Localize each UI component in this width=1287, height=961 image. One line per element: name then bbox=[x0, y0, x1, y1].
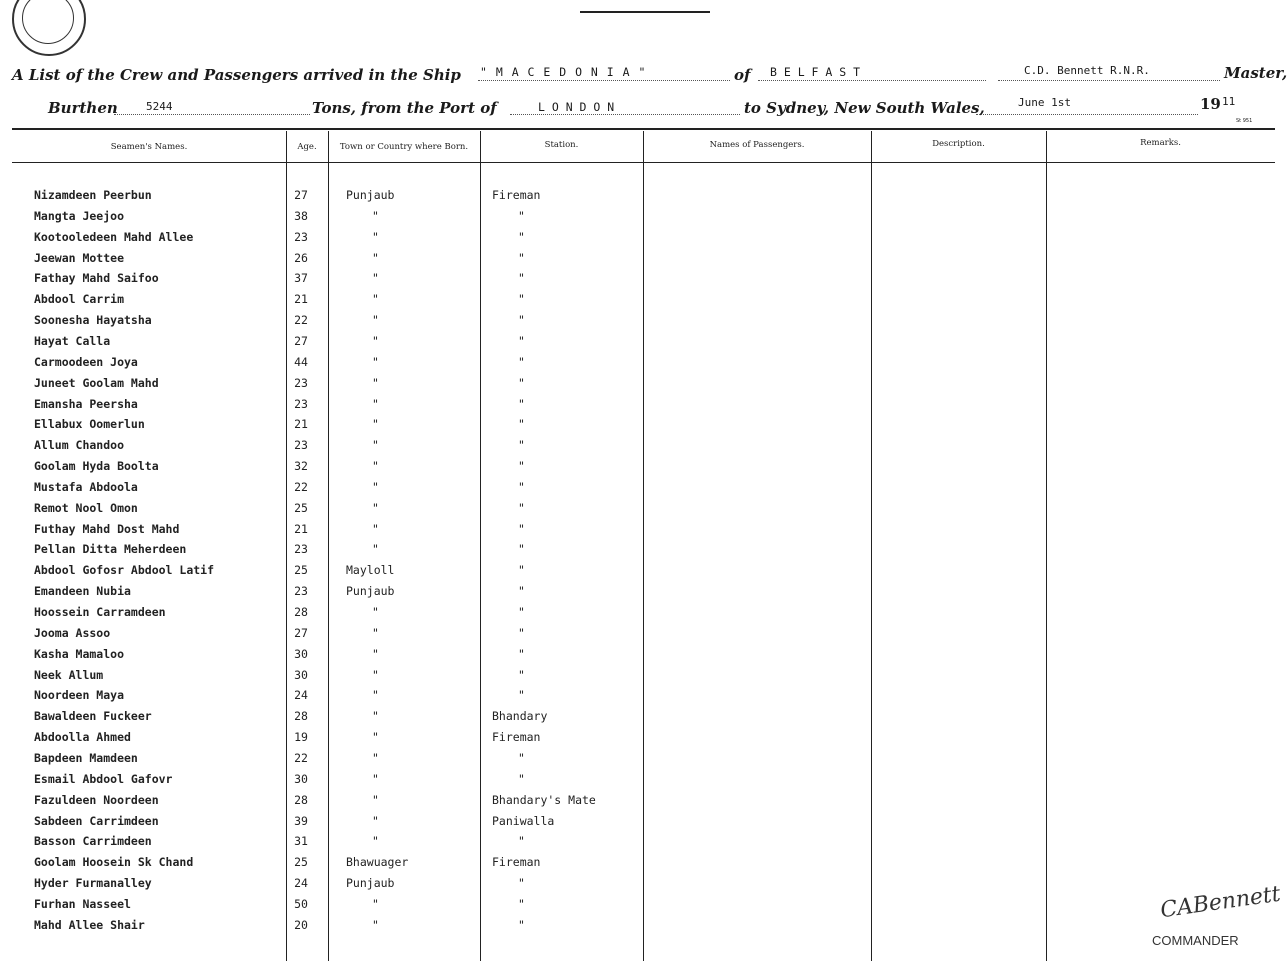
seaman-birthplace: Punjaub bbox=[346, 188, 395, 202]
official-seal bbox=[12, 0, 86, 56]
table-row bbox=[0, 832, 1287, 850]
seaman-birthplace: " bbox=[372, 521, 379, 536]
seaman-station: " bbox=[518, 250, 525, 265]
seaman-birthplace: " bbox=[372, 542, 379, 557]
burthen-label: Burthen bbox=[48, 99, 118, 117]
seaman-age: 32 bbox=[294, 459, 308, 474]
seaman-station: " bbox=[518, 876, 525, 891]
seaman-age: 20 bbox=[294, 917, 308, 932]
seaman-name: Esmail Abdool Gafovr bbox=[34, 771, 173, 786]
seaman-station: Bhandary's Mate bbox=[492, 792, 596, 807]
seaman-name: Furhan Nasseel bbox=[34, 896, 131, 911]
seaman-station: " bbox=[518, 438, 525, 453]
seaman-name: Emandeen Nubia bbox=[34, 584, 131, 599]
seaman-age: 28 bbox=[294, 605, 308, 619]
seaman-station: " bbox=[518, 292, 525, 307]
seaman-station: " bbox=[518, 625, 525, 640]
seaman-name: Pellan Ditta Meherdeen bbox=[34, 542, 187, 557]
seaman-age: 23 bbox=[294, 229, 308, 244]
seaman-birthplace: " bbox=[372, 750, 379, 765]
tons-label: Tons, from the Port of bbox=[312, 99, 497, 117]
table-row bbox=[0, 311, 1287, 329]
seaman-name: Kootooledeen Mahd Allee bbox=[34, 229, 194, 244]
seaman-station: Fireman bbox=[492, 855, 541, 870]
seaman-station: " bbox=[518, 479, 525, 494]
seaman-age: 27 bbox=[294, 333, 308, 348]
from-port: L O N D O N bbox=[538, 100, 615, 114]
table-row bbox=[0, 791, 1287, 809]
seaman-name: Juneet Goolam Mahd bbox=[34, 375, 159, 390]
seaman-birthplace: " bbox=[372, 730, 379, 745]
table-row bbox=[0, 228, 1287, 246]
table-row bbox=[0, 895, 1287, 913]
master-name: C.D. Bennett R.N.R. bbox=[1024, 64, 1150, 77]
seaman-age: 31 bbox=[294, 834, 308, 849]
seaman-station: " bbox=[518, 521, 525, 536]
table-row bbox=[0, 457, 1287, 475]
seaman-birthplace: " bbox=[372, 250, 379, 265]
seaman-name: Mahd Allee Shair bbox=[34, 917, 145, 932]
seaman-name: Fazuldeen Noordeen bbox=[34, 792, 159, 807]
seaman-birthplace: " bbox=[372, 709, 379, 724]
seaman-name: Abdool Carrim bbox=[34, 292, 125, 307]
home-port-field bbox=[758, 64, 986, 81]
seaman-name: Bawaldeen Fuckeer bbox=[34, 709, 152, 724]
seaman-name: Jooma Assoo bbox=[34, 625, 111, 640]
seaman-age: 21 bbox=[294, 417, 308, 432]
seaman-age: 26 bbox=[294, 250, 308, 265]
table-top-rule bbox=[12, 128, 1275, 130]
signature-text: CABennett bbox=[1158, 881, 1283, 924]
seaman-age: 27 bbox=[294, 625, 308, 640]
seaman-birthplace: " bbox=[372, 396, 379, 411]
seaman-name: Abdool Gofosr Abdool Latif bbox=[34, 563, 215, 578]
seaman-age: 24 bbox=[294, 688, 308, 703]
seaman-age: 38 bbox=[294, 208, 308, 223]
seaman-birthplace: " bbox=[372, 292, 379, 307]
seaman-station: " bbox=[518, 688, 525, 703]
seaman-station: " bbox=[518, 208, 525, 223]
table-row bbox=[0, 374, 1287, 392]
seaman-age: 28 bbox=[294, 709, 308, 724]
seaman-name: Goolam Hyda Boolta bbox=[34, 459, 159, 474]
seaman-birthplace: " bbox=[372, 688, 379, 703]
seaman-name: Kasha Mamaloo bbox=[34, 646, 125, 661]
seaman-birthplace: Mayloll bbox=[346, 563, 395, 578]
table-row bbox=[0, 353, 1287, 371]
table-row bbox=[0, 436, 1287, 454]
seaman-station: " bbox=[518, 354, 525, 369]
seaman-birthplace: " bbox=[372, 229, 379, 244]
seaman-station: " bbox=[518, 563, 525, 578]
seaman-station: Bhandary bbox=[492, 709, 548, 724]
seaman-name: Abdoolla Ahmed bbox=[34, 730, 131, 745]
seaman-birthplace: " bbox=[372, 917, 379, 932]
seaman-birthplace: " bbox=[372, 333, 379, 348]
ship-name: " M A C E D O N I A " bbox=[480, 65, 647, 79]
commander-label: COMMANDER bbox=[1152, 933, 1239, 948]
seaman-age: 30 bbox=[294, 646, 308, 661]
seaman-station: " bbox=[518, 459, 525, 474]
seaman-name: Mangta Jeejoo bbox=[34, 208, 125, 223]
table-row bbox=[0, 395, 1287, 413]
seaman-name: Carmoodeen Joya bbox=[34, 354, 138, 369]
col-header-description: Description. bbox=[932, 139, 985, 149]
seaman-station: " bbox=[518, 896, 525, 911]
table-row bbox=[0, 707, 1287, 725]
seaman-name: Hoossein Carramdeen bbox=[34, 605, 166, 619]
seaman-station: " bbox=[518, 542, 525, 557]
from-port-field bbox=[510, 98, 740, 115]
seaman-name: Noordeen Maya bbox=[34, 688, 125, 703]
table-row bbox=[0, 666, 1287, 684]
seaman-age: 21 bbox=[294, 292, 308, 307]
date-value: June 1st bbox=[1018, 96, 1071, 109]
year-prefix: 19 bbox=[1200, 95, 1221, 113]
table-row bbox=[0, 499, 1287, 517]
seaman-age: 30 bbox=[294, 771, 308, 786]
seaman-age: 23 bbox=[294, 584, 308, 599]
col-header-passengers: Names of Passengers. bbox=[709, 140, 805, 150]
table-row bbox=[0, 603, 1287, 621]
table-row bbox=[0, 812, 1287, 830]
seaman-name: Ellabux Oomerlun bbox=[34, 417, 145, 432]
table-row bbox=[0, 561, 1287, 579]
table-row bbox=[0, 749, 1287, 767]
seaman-station: " bbox=[518, 834, 525, 849]
seaman-birthplace: " bbox=[372, 625, 379, 640]
seaman-birthplace: Bhawuager bbox=[346, 855, 409, 870]
of-label: of bbox=[734, 66, 751, 84]
table-row bbox=[0, 207, 1287, 225]
seaman-station: " bbox=[518, 771, 525, 786]
table-row bbox=[0, 853, 1287, 871]
table-row bbox=[0, 874, 1287, 892]
seaman-age: 25 bbox=[294, 563, 308, 578]
seaman-age: 24 bbox=[294, 876, 308, 891]
seaman-name: Emansha Peersha bbox=[34, 396, 138, 411]
table-row bbox=[0, 624, 1287, 642]
col-header-born: Town or Country where Born. bbox=[339, 142, 469, 152]
seaman-station: Fireman bbox=[492, 730, 541, 745]
seaman-birthplace: Punjaub bbox=[346, 584, 395, 599]
seaman-birthplace: Punjaub bbox=[346, 876, 395, 891]
table-row bbox=[0, 415, 1287, 433]
col-header-seamen-names: Seamen's Names. bbox=[110, 142, 188, 152]
seaman-name: Futhay Mahd Dost Mahd bbox=[34, 521, 180, 536]
col-header-remarks: Remarks. bbox=[1140, 138, 1181, 148]
seaman-name: Hayat Calla bbox=[34, 333, 111, 348]
seaman-birthplace: " bbox=[372, 500, 379, 515]
table-row bbox=[0, 916, 1287, 934]
seaman-birthplace: " bbox=[372, 438, 379, 453]
seaman-station: " bbox=[518, 584, 525, 599]
seaman-birthplace: " bbox=[372, 896, 379, 911]
col-header-age: Age. bbox=[297, 142, 317, 152]
seaman-station: " bbox=[518, 271, 525, 286]
seaman-station: " bbox=[518, 229, 525, 244]
seaman-station: " bbox=[518, 750, 525, 765]
table-row bbox=[0, 582, 1287, 600]
col-header-station: Station. bbox=[544, 140, 579, 150]
table-row bbox=[0, 186, 1287, 204]
seaman-birthplace: " bbox=[372, 646, 379, 661]
seaman-age: 25 bbox=[294, 500, 308, 515]
form-code: St 951 bbox=[1236, 118, 1253, 124]
table-row bbox=[0, 249, 1287, 267]
table-row bbox=[0, 332, 1287, 350]
seaman-birthplace: " bbox=[372, 313, 379, 328]
table-row bbox=[0, 540, 1287, 558]
seaman-birthplace: " bbox=[372, 605, 379, 619]
seaman-name: Neek Allum bbox=[34, 667, 104, 682]
seaman-station: Fireman bbox=[492, 188, 541, 202]
seaman-age: 23 bbox=[294, 375, 308, 390]
year-suffix: 11 bbox=[1222, 95, 1236, 108]
seaman-age: 30 bbox=[294, 667, 308, 682]
table-row bbox=[0, 290, 1287, 308]
seaman-birthplace: " bbox=[372, 354, 379, 369]
date-field bbox=[976, 98, 1198, 115]
burthen-field bbox=[114, 98, 310, 115]
seaman-age: 19 bbox=[294, 730, 308, 745]
seaman-birthplace: " bbox=[372, 667, 379, 682]
seaman-age: 21 bbox=[294, 521, 308, 536]
seaman-birthplace: " bbox=[372, 834, 379, 849]
seaman-age: 23 bbox=[294, 438, 308, 453]
seaman-station: " bbox=[518, 396, 525, 411]
seaman-birthplace: " bbox=[372, 479, 379, 494]
seaman-name: Fathay Mahd Saifoo bbox=[34, 271, 159, 286]
seaman-name: Bapdeen Mamdeen bbox=[34, 750, 138, 765]
seaman-name: Mustafa Abdoola bbox=[34, 479, 138, 494]
to-label: to Sydney, New South Wales, bbox=[744, 99, 985, 117]
table-row bbox=[0, 686, 1287, 704]
seaman-birthplace: " bbox=[372, 792, 379, 807]
seaman-age: 25 bbox=[294, 855, 308, 870]
seaman-name: Soonesha Hayatsha bbox=[34, 313, 152, 328]
seaman-age: 44 bbox=[294, 354, 308, 369]
seaman-birthplace: " bbox=[372, 813, 379, 828]
seaman-station: " bbox=[518, 417, 525, 432]
seaman-birthplace: " bbox=[372, 459, 379, 474]
seaman-age: 22 bbox=[294, 479, 308, 494]
table-row bbox=[0, 478, 1287, 496]
seaman-birthplace: " bbox=[372, 208, 379, 223]
seaman-age: 23 bbox=[294, 396, 308, 411]
seaman-station: " bbox=[518, 375, 525, 390]
table-row bbox=[0, 520, 1287, 538]
seaman-age: 23 bbox=[294, 542, 308, 557]
seaman-age: 28 bbox=[294, 792, 308, 807]
seaman-age: 27 bbox=[294, 188, 308, 202]
seaman-age: 22 bbox=[294, 750, 308, 765]
table-row bbox=[0, 770, 1287, 788]
seaman-name: Goolam Hoosein Sk Chand bbox=[34, 855, 194, 870]
burthen-value: 5244 bbox=[146, 100, 173, 113]
seaman-name: Basson Carrimdeen bbox=[34, 834, 152, 849]
seaman-station: " bbox=[518, 917, 525, 932]
seaman-station: " bbox=[518, 333, 525, 348]
seaman-name: Allum Chandoo bbox=[34, 438, 125, 453]
seaman-birthplace: " bbox=[372, 375, 379, 390]
header-line1-prefix: A List of the Crew and Passengers arrived in the Ship bbox=[12, 66, 461, 84]
seaman-birthplace: " bbox=[372, 771, 379, 786]
seaman-station: " bbox=[518, 313, 525, 328]
master-name-field bbox=[998, 64, 1220, 81]
seaman-name: Sabdeen Carrimdeen bbox=[34, 813, 159, 828]
seaman-birthplace: " bbox=[372, 417, 379, 432]
seaman-age: 22 bbox=[294, 313, 308, 328]
seaman-station: " bbox=[518, 605, 525, 619]
seaman-age: 50 bbox=[294, 896, 308, 911]
seaman-station: " bbox=[518, 646, 525, 661]
seaman-station: Paniwalla bbox=[492, 813, 555, 828]
master-label: Master, bbox=[1224, 64, 1287, 82]
seaman-age: 37 bbox=[294, 271, 308, 286]
table-row bbox=[0, 728, 1287, 746]
seaman-name: Hyder Furmanalley bbox=[34, 876, 152, 891]
seaman-name: Jeewan Mottee bbox=[34, 250, 125, 265]
table-row bbox=[0, 269, 1287, 287]
seaman-station: " bbox=[518, 667, 525, 682]
seaman-name: Remot Nool Omon bbox=[34, 500, 138, 515]
seaman-age: 39 bbox=[294, 813, 308, 828]
home-port: B E L F A S T bbox=[770, 65, 861, 79]
seaman-station: " bbox=[518, 500, 525, 515]
top-rule bbox=[580, 11, 710, 13]
table-row bbox=[0, 645, 1287, 663]
ship-name-field bbox=[478, 64, 730, 81]
seaman-birthplace: " bbox=[372, 271, 379, 286]
seaman-name: Nizamdeen Peerbun bbox=[34, 188, 152, 202]
